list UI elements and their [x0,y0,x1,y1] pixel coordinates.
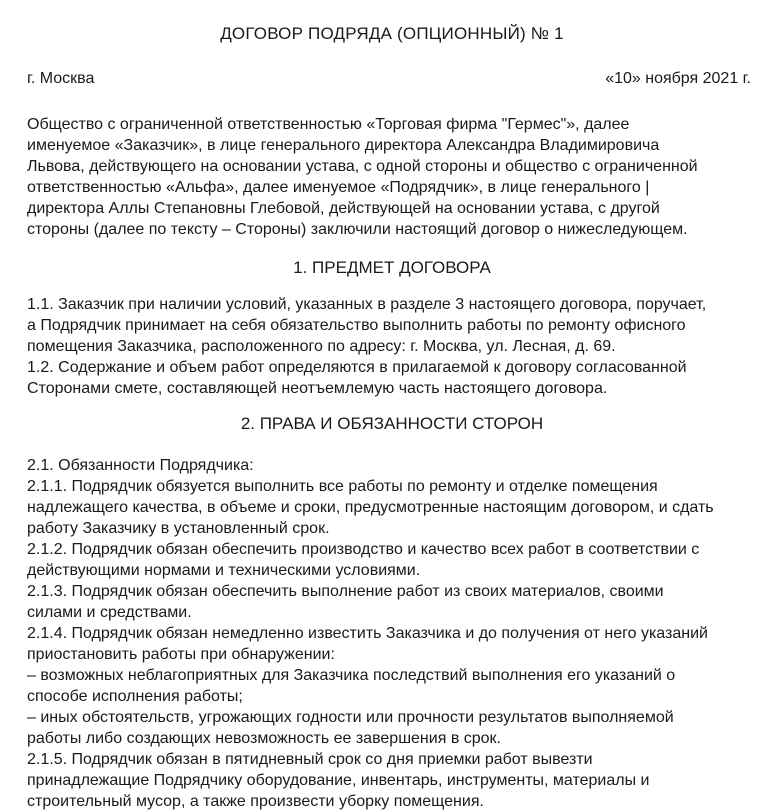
text-line: Общество с ограниченной ответственностью «Торговая фирма "Гермес"», далее [27,116,630,133]
contract-date: «10» ноября 2021 г. [605,70,751,87]
text-line: 2.1.1. Подрядчик обязуется выполнить все работы по ремонту и отделке помещения [27,478,658,495]
text-line: 1.1. Заказчик при наличии условий, указанных в разделе 3 настоящего договора, поручает, [27,296,707,313]
text-line: именуемое «Заказчик», в лице генерального директора Александра Владимировича [27,137,660,154]
text-line: 2.1.5. Подрядчик обязан в пятидневный срок со дня приемки работ вывезти [27,751,593,768]
text-line: а Подрядчик принимает на себя обязательство выполнить работы по ремонту офисного [27,317,686,334]
document-title: ДОГОВОР ПОДРЯДА (ОПЦИОННЫЙ) № 1 [220,24,564,43]
section-1-heading: 1. ПРЕДМЕТ ДОГОВОРА [293,258,491,277]
text-line: приостановить работы при обнаружении: [27,646,335,663]
text-line: ответственностью «Альфа», далее именуемое «Подрядчик», в лице генерального | [27,179,650,196]
text-line: Сторонами смете, составляющей неотъемлемую часть настоящего договора. [27,380,608,397]
text-line: способе исполнения работы; [27,688,243,705]
text-line: 2.1.3. Подрядчик обязан обеспечить выполнение работ из своих материалов, своими [27,583,664,600]
text-line: принадлежащие Подрядчику оборудование, инвентарь, инструменты, материалы и [27,772,650,789]
text-line: 2.1.4. Подрядчик обязан немедленно известить Заказчика и до получения от него указаний [27,625,708,642]
text-line: силами и средствами. [27,604,192,621]
preamble-paragraph [27,114,773,240]
text-line: работу Заказчику в установленный срок. [27,520,330,537]
text-line: 2.1. Обязанности Подрядчика: [27,457,254,474]
text-line: работы либо создающих невозможность ее завершения в срок. [27,730,501,747]
text-line: директора Аллы Степановны Глебовой, действующей на основании устава, с другой [27,200,660,217]
text-line: 1.2. Содержание и объем работ определяются в прилагаемой к договору согласованной [27,359,687,376]
text-line: стороны (далее по тексту – Стороны) заключили настоящий договор о нижеследующем. [27,221,688,238]
section-2-heading: 2. ПРАВА И ОБЯЗАННОСТИ СТОРОН [240,414,544,433]
text-line: помещения Заказчика, расположенного по адресу: г. Москва, ул. Лесная, д. 69. [27,338,616,355]
section-1-body [27,294,773,399]
section-2-body [27,455,773,812]
text-line: 2.1.2. Подрядчик обязан обеспечить производство и качество всех работ в соответствии с [27,541,700,558]
text-line: Львова, действующего на основании устава, с одной стороны и общество с ограниченной [27,158,698,175]
contract-place: г. Москва [27,70,95,87]
text-line: действующими нормами и техническими условиями. [27,562,421,579]
text-line: – иных обстоятельств, угрожающих годности или прочности результатов выполняемой [27,709,674,726]
text-line: строительный мусор, а также произвести уборку помещения. [27,793,484,810]
text-line: надлежащего качества, в объеме и сроки, предусмотренные настоящим договором, и сдать [27,499,714,516]
text-line: – возможных неблагоприятных для Заказчика последствий выполнения его указаний о [27,667,676,684]
